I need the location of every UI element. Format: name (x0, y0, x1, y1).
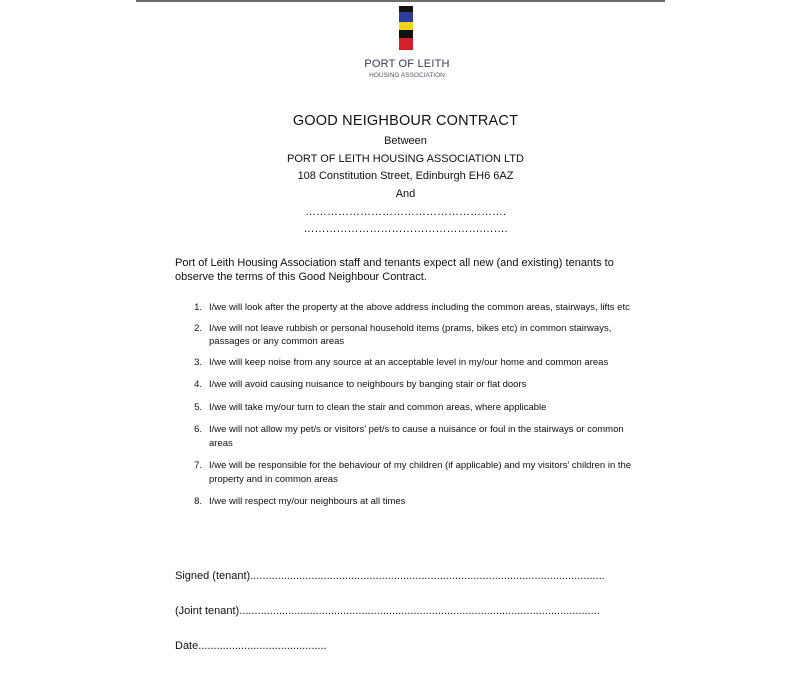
term-number: 3. (194, 356, 202, 368)
term-text: I/we will not leave rubbish or personal household items (prams, bikes etc) in common stairways, passages or any common areas (209, 322, 612, 347)
term-text: I/we will avoid causing nuisance to neighbours by banging stair or flat doors (209, 379, 527, 390)
term-text: I/we will keep noise from any source at an acceptable level in my/our home and common areas (209, 356, 609, 368)
term-item (190, 459, 640, 486)
term-text: I/we will respect my/our neighbours at all times (209, 496, 406, 507)
term-text: I/we will not allow my pet/s or visitors’ pet/s to cause a nuisance or foul in the stairways or common areas (209, 424, 624, 449)
association-name: PORT OF LEITH HOUSING ASSOCIATION LTD (287, 153, 524, 165)
contract-title: GOOD NEIGHBOUR CONTRACT (292, 113, 519, 129)
tenant-blank-line-1: ………………………………………………. (304, 206, 507, 218)
term-item (190, 423, 640, 450)
emblem-yellow-block (399, 22, 413, 30)
term-item (190, 301, 640, 315)
tenant-blank-line-2: ………………………………………….……. (303, 223, 508, 235)
term-item (190, 322, 640, 349)
logo-subtitle: HOUSING ASSOCIATION (369, 72, 445, 79)
emblem-red-block (399, 38, 413, 50)
terms-list (190, 301, 640, 509)
association-address: 108 Constitution Street, Edinburgh EH6 6AZ (297, 170, 514, 182)
term-number: 2. (194, 322, 202, 334)
term-text: I/we will look after the property at the above address including the common areas, stairways, lifts etc (209, 302, 630, 313)
term-number: 6. (194, 424, 202, 435)
housing-association-logo (356, 6, 476, 88)
flag-emblem-icon (399, 6, 413, 50)
term-number: 1. (194, 302, 202, 313)
tenant-signature-line: Signed (tenant).................................................................................................................... (175, 570, 605, 582)
term-number: 4. (194, 379, 202, 390)
emblem-dark-block (399, 30, 413, 38)
term-number: 5. (194, 401, 202, 413)
term-text: I/we will be responsible for the behaviour of my children (if applicable) and my visitors’ children in the property and in common areas (209, 460, 632, 485)
term-item (190, 356, 640, 370)
term-item (190, 401, 640, 415)
date-line: Date.......................................... (175, 640, 327, 652)
term-item (190, 495, 640, 509)
logo-name: PORT OF LEITH (364, 58, 450, 70)
joint-tenant-signature-line: (Joint tenant)...................................................................................................................... (175, 605, 600, 617)
term-item (190, 378, 640, 392)
logo-wordmark (356, 58, 458, 80)
intro-paragraph: Port of Leith Housing Association staff and tenants expect all new (and existing) tenants to observe the terms of this Good Neighbour Contract. (175, 257, 614, 283)
emblem-blue-block (399, 12, 413, 22)
term-text: I/we will take my/our turn to clean the stair and common areas, where applicable (209, 401, 547, 413)
term-number: 7. (194, 460, 202, 471)
between-label: Between (384, 135, 427, 147)
and-label: And (395, 188, 416, 200)
term-number: 8. (194, 496, 202, 507)
